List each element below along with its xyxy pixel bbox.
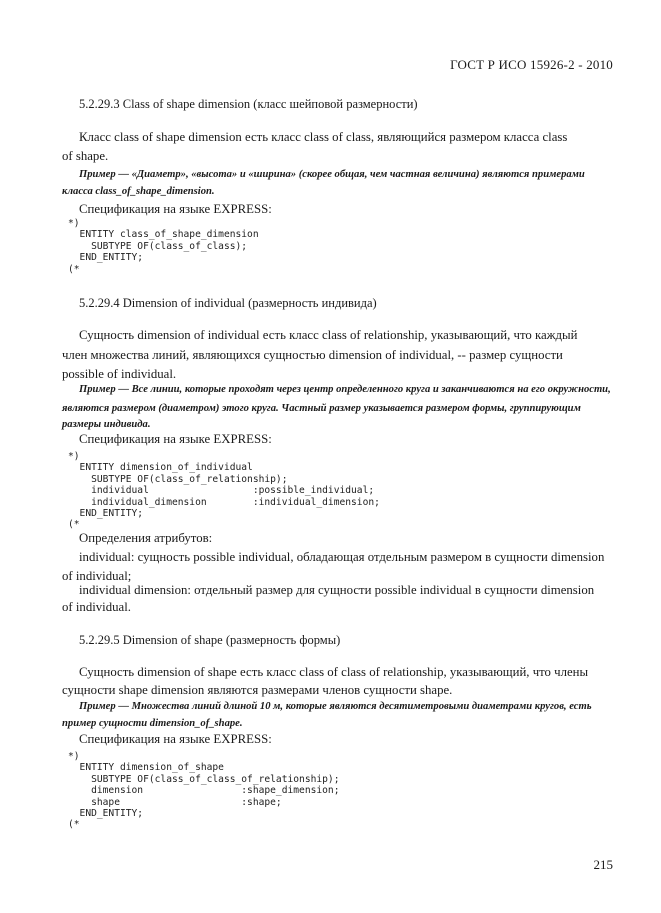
code-line: END_ENTITY; bbox=[68, 252, 144, 264]
code-line: (* bbox=[68, 263, 80, 275]
paragraph-line: Сущность dimension of individual есть класс class of relationship, указывающий, что каждый bbox=[79, 328, 578, 342]
example-note-line: Пример — «Диаметр», «высота» и «ширина» (скорее общая, чем частная величина) являются примерами bbox=[79, 169, 585, 180]
code-line: *) bbox=[68, 451, 80, 462]
section-heading-dimension-of-individual: 5.2.29.4 Dimension of individual (размерность индивида) bbox=[79, 296, 377, 310]
example-note-line: размеры индивида. bbox=[62, 419, 151, 430]
code-line: individual :possible_individual; bbox=[68, 485, 375, 497]
express-spec-label: Спецификация на языке EXPRESS: bbox=[79, 732, 272, 746]
attribute-definition-line: individual: сущность possible individual, обладающая отдельным размером в сущности dimension bbox=[79, 550, 605, 564]
attribute-definition-line: of individual. bbox=[62, 600, 131, 614]
express-code-block bbox=[68, 218, 259, 275]
code-line: dimension :shape_dimension; bbox=[68, 785, 340, 797]
attribute-definitions-label: Определения атрибутов: bbox=[79, 531, 213, 545]
paragraph-line: сущности shape dimension являются размерами членов сущности shape. bbox=[62, 683, 453, 697]
document-header: ГОСТ Р ИСО 15926-2 - 2010 bbox=[450, 57, 613, 72]
code-line: SUBTYPE OF(class_of_class); bbox=[68, 240, 248, 252]
express-code-block bbox=[68, 451, 380, 531]
code-line: SUBTYPE OF(class_of_class_of_relationship); bbox=[68, 773, 340, 785]
code-line: *) bbox=[68, 751, 80, 762]
example-note-line: являются размером (диаметром) этого круга. Частный размер указывается размером формы, группирующим bbox=[62, 403, 581, 414]
code-line: SUBTYPE OF(class_of_relationship); bbox=[68, 473, 288, 485]
express-spec-label: Спецификация на языке EXPRESS: bbox=[79, 432, 272, 446]
example-note-line: пример сущности dimension_of_shape. bbox=[62, 718, 243, 729]
express-spec-label: Спецификация на языке EXPRESS: bbox=[79, 202, 272, 216]
paragraph-line: член множества линий, являющихся сущностью dimension of individual, -- размер сущности bbox=[62, 348, 563, 362]
code-line: ENTITY class_of_shape_dimension bbox=[68, 229, 259, 241]
paragraph-line: of shape. bbox=[62, 149, 109, 163]
example-note-line: Пример — Множества линий длиной 10 м, которые являются десятиметровыми диаметрами кругов, есть bbox=[79, 701, 592, 712]
attribute-definition-line: of individual; bbox=[62, 569, 132, 583]
section-heading-dimension-of-shape: 5.2.29.5 Dimension of shape (размерность формы) bbox=[79, 633, 341, 647]
code-line: *) bbox=[68, 218, 80, 229]
example-note-line: Пример — Все линии, которые проходят через центр определенного круга и заканчиваются на его окружности, bbox=[79, 384, 611, 395]
express-code-block bbox=[68, 751, 339, 831]
paragraph-line: Класс class of shape dimension есть класс class of class, являющийся размером класса class bbox=[79, 130, 568, 144]
section-heading-class-of-shape-dimension: 5.2.29.3 Class of shape dimension (класс шейповой размерности) bbox=[79, 97, 418, 111]
paragraph-line: Сущность dimension of shape есть класс class of class of relationship, указывающий, что члены bbox=[79, 665, 589, 679]
code-line: shape :shape; bbox=[68, 796, 282, 808]
code-line: ENTITY dimension_of_shape bbox=[68, 762, 224, 774]
code-line: END_ENTITY; bbox=[68, 808, 144, 820]
code-line: (* bbox=[68, 519, 80, 531]
code-line: END_ENTITY; bbox=[68, 508, 144, 520]
attribute-definition-line: individual dimension: отдельный размер для сущности possible individual в сущности dimension bbox=[79, 583, 595, 597]
code-line: ENTITY dimension_of_individual bbox=[68, 462, 253, 474]
code-line: (* bbox=[68, 819, 80, 831]
page-number: 215 bbox=[593, 857, 613, 872]
example-note-line: класса class_of_shape_dimension. bbox=[62, 186, 215, 197]
paragraph-line: possible of individual. bbox=[62, 367, 177, 381]
code-line: individual_dimension :individual_dimension; bbox=[68, 496, 380, 508]
